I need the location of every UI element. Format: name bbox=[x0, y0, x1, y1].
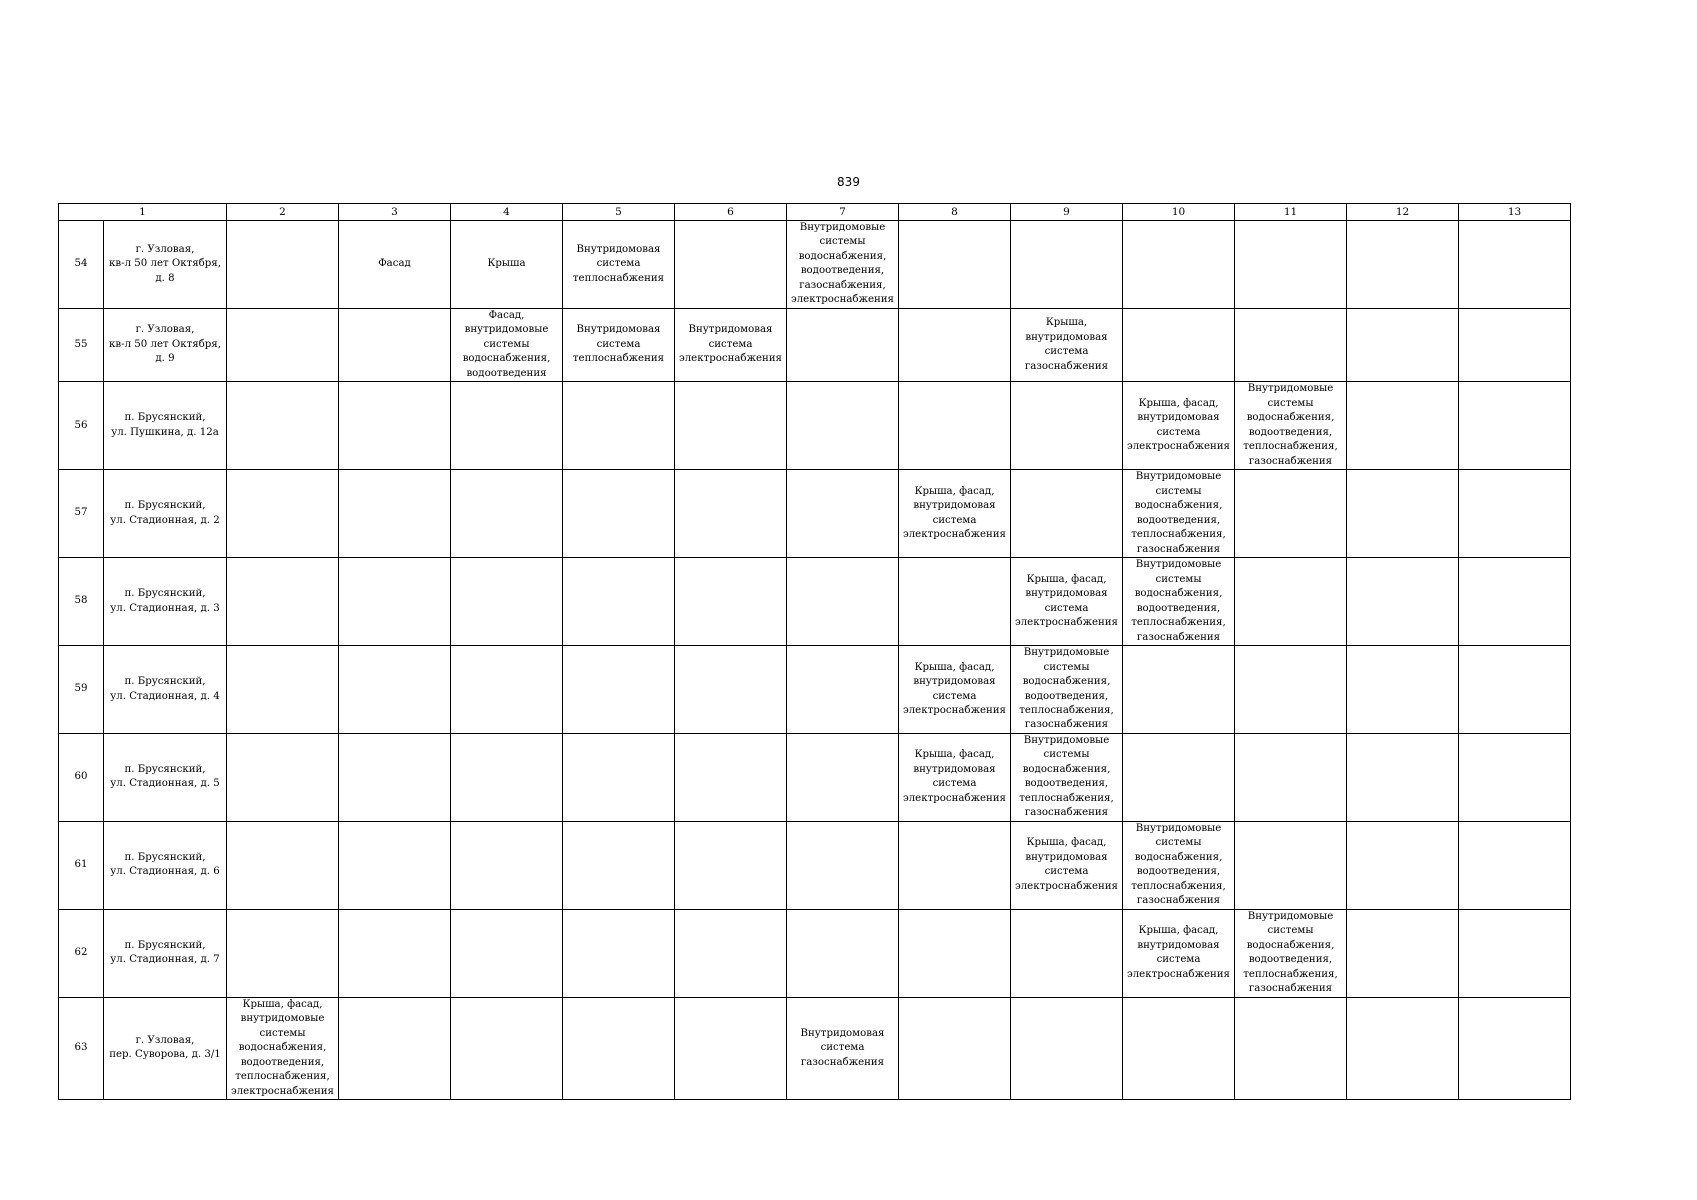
work-cell: Внутридомовые системы водоснабжения, водоотведения, теплоснабжения, газоснабжения bbox=[1123, 821, 1235, 909]
work-cell bbox=[227, 821, 339, 909]
row-number-cell: 57 bbox=[59, 470, 104, 558]
address-cell: п. Брусянский, ул. Пушкина, д. 12а bbox=[104, 382, 227, 470]
work-cell bbox=[1347, 821, 1459, 909]
header-cell: 10 bbox=[1123, 204, 1235, 221]
work-cell bbox=[1011, 382, 1123, 470]
work-cell bbox=[1235, 821, 1347, 909]
header-cell: 12 bbox=[1347, 204, 1459, 221]
work-cell bbox=[1123, 646, 1235, 734]
header-cell: 2 bbox=[227, 204, 339, 221]
address-cell: п. Брусянский, ул. Стадионная, д. 7 bbox=[104, 909, 227, 997]
work-cell bbox=[227, 646, 339, 734]
work-cell: Внутридомовые системы водоснабжения, водоотведения, теплоснабжения, газоснабжения bbox=[1235, 909, 1347, 997]
work-cell bbox=[563, 997, 675, 1099]
work-cell bbox=[675, 646, 787, 734]
row-number-cell: 56 bbox=[59, 382, 104, 470]
table-row bbox=[59, 909, 1571, 997]
work-cell bbox=[1235, 997, 1347, 1099]
work-cell bbox=[787, 382, 899, 470]
work-cell: Крыша, фасад, внутридомовая система электроснабжения bbox=[1011, 821, 1123, 909]
work-cell bbox=[339, 733, 451, 821]
work-cell bbox=[899, 308, 1011, 381]
row-number-cell: 61 bbox=[59, 821, 104, 909]
work-cell: Крыша, внутридомовая система газоснабжения bbox=[1011, 308, 1123, 381]
header-cell: 5 bbox=[563, 204, 675, 221]
work-cell bbox=[227, 733, 339, 821]
work-cell bbox=[1459, 221, 1571, 309]
work-cell bbox=[563, 558, 675, 646]
work-cell bbox=[451, 909, 563, 997]
header-cell: 8 bbox=[899, 204, 1011, 221]
work-cell bbox=[1347, 470, 1459, 558]
work-cell bbox=[1123, 733, 1235, 821]
address-cell: г. Узловая, пер. Суворова, д. 3/1 bbox=[104, 997, 227, 1099]
work-cell: Фасад, внутридомовые системы водоснабжения, водоотведения bbox=[451, 308, 563, 381]
work-cell bbox=[1235, 221, 1347, 309]
work-cell bbox=[339, 558, 451, 646]
work-cell bbox=[1459, 821, 1571, 909]
work-cell bbox=[1347, 909, 1459, 997]
work-cell: Крыша, фасад, внутридомовая система электроснабжения bbox=[899, 646, 1011, 734]
work-cell bbox=[899, 221, 1011, 309]
work-cell bbox=[451, 470, 563, 558]
work-cell: Внутридомовая система теплоснабжения bbox=[563, 308, 675, 381]
work-cell bbox=[899, 558, 1011, 646]
work-cell bbox=[1011, 909, 1123, 997]
work-cell bbox=[227, 221, 339, 309]
work-cell bbox=[787, 558, 899, 646]
work-cell bbox=[339, 909, 451, 997]
work-cell bbox=[1011, 470, 1123, 558]
work-cell bbox=[1123, 997, 1235, 1099]
work-cell bbox=[339, 646, 451, 734]
repair-schedule-table bbox=[58, 203, 1571, 1100]
header-cell: 13 bbox=[1459, 204, 1571, 221]
work-cell bbox=[227, 382, 339, 470]
work-cell bbox=[227, 909, 339, 997]
address-cell: п. Брусянский, ул. Стадионная, д. 6 bbox=[104, 821, 227, 909]
header-cell: 7 bbox=[787, 204, 899, 221]
work-cell bbox=[1459, 909, 1571, 997]
table-row bbox=[59, 997, 1571, 1099]
work-cell bbox=[563, 382, 675, 470]
work-cell bbox=[1123, 221, 1235, 309]
work-cell bbox=[675, 470, 787, 558]
work-cell bbox=[227, 558, 339, 646]
work-cell bbox=[1235, 308, 1347, 381]
work-cell bbox=[787, 821, 899, 909]
work-cell bbox=[563, 909, 675, 997]
work-cell bbox=[451, 382, 563, 470]
work-cell bbox=[787, 909, 899, 997]
row-number-cell: 54 bbox=[59, 221, 104, 309]
work-cell bbox=[675, 558, 787, 646]
header-cell: 1 bbox=[59, 204, 227, 221]
work-cell bbox=[1235, 558, 1347, 646]
row-number-cell: 60 bbox=[59, 733, 104, 821]
work-cell bbox=[339, 997, 451, 1099]
work-cell bbox=[1235, 470, 1347, 558]
header-row bbox=[59, 204, 1571, 221]
table-row bbox=[59, 382, 1571, 470]
work-cell: Крыша, фасад, внутридомовая система электроснабжения bbox=[1011, 558, 1123, 646]
work-cell bbox=[1347, 308, 1459, 381]
work-cell: Внутридомовая система электроснабжения bbox=[675, 308, 787, 381]
work-cell bbox=[675, 221, 787, 309]
work-cell bbox=[675, 382, 787, 470]
work-cell bbox=[1347, 221, 1459, 309]
row-number-cell: 62 bbox=[59, 909, 104, 997]
work-cell bbox=[1347, 997, 1459, 1099]
work-cell: Крыша, фасад, внутридомовая система электроснабжения bbox=[899, 470, 1011, 558]
work-cell bbox=[899, 909, 1011, 997]
work-cell bbox=[1459, 308, 1571, 381]
table-row bbox=[59, 221, 1571, 309]
work-cell bbox=[1459, 558, 1571, 646]
table-row bbox=[59, 558, 1571, 646]
work-cell: Внутридомовые системы водоснабжения, водоотведения, теплоснабжения, газоснабжения bbox=[1123, 558, 1235, 646]
work-cell bbox=[339, 821, 451, 909]
work-cell: Внутридомовые системы водоснабжения, водоотведения, газоснабжения, электроснабжения bbox=[787, 221, 899, 309]
table-row bbox=[59, 308, 1571, 381]
work-cell bbox=[675, 821, 787, 909]
row-number-cell: 58 bbox=[59, 558, 104, 646]
work-cell: Крыша bbox=[451, 221, 563, 309]
address-cell: п. Брусянский, ул. Стадионная, д. 3 bbox=[104, 558, 227, 646]
work-cell bbox=[675, 733, 787, 821]
work-cell bbox=[787, 308, 899, 381]
work-cell: Внутридомовые системы водоснабжения, водоотведения, теплоснабжения, газоснабжения bbox=[1235, 382, 1347, 470]
work-cell bbox=[675, 909, 787, 997]
row-number-cell: 55 bbox=[59, 308, 104, 381]
work-cell: Внутридомовые системы водоснабжения, водоотведения, теплоснабжения, газоснабжения bbox=[1011, 646, 1123, 734]
page-number: 839 bbox=[837, 175, 860, 189]
address-cell: п. Брусянский, ул. Стадионная, д. 4 bbox=[104, 646, 227, 734]
work-cell bbox=[1347, 558, 1459, 646]
work-cell: Крыша, фасад, внутридомовая система электроснабжения bbox=[1123, 909, 1235, 997]
work-cell: Крыша, фасад, внутридомовая система электроснабжения bbox=[899, 733, 1011, 821]
work-cell bbox=[451, 821, 563, 909]
work-cell bbox=[899, 997, 1011, 1099]
address-cell: г. Узловая, кв-л 50 лет Октября, д. 9 bbox=[104, 308, 227, 381]
work-cell bbox=[1123, 308, 1235, 381]
header-cell: 4 bbox=[451, 204, 563, 221]
work-cell bbox=[787, 646, 899, 734]
header-cell: 3 bbox=[339, 204, 451, 221]
work-cell bbox=[1347, 733, 1459, 821]
work-cell bbox=[227, 470, 339, 558]
header-cell: 6 bbox=[675, 204, 787, 221]
work-cell bbox=[339, 382, 451, 470]
work-cell bbox=[1347, 646, 1459, 734]
work-cell bbox=[339, 470, 451, 558]
work-cell: Внутридомовая система газоснабжения bbox=[787, 997, 899, 1099]
address-cell: п. Брусянский, ул. Стадионная, д. 5 bbox=[104, 733, 227, 821]
work-cell bbox=[563, 733, 675, 821]
work-cell bbox=[1459, 646, 1571, 734]
work-cell bbox=[451, 646, 563, 734]
work-cell bbox=[451, 997, 563, 1099]
work-cell bbox=[451, 558, 563, 646]
work-cell bbox=[1459, 997, 1571, 1099]
work-cell bbox=[1459, 382, 1571, 470]
header-cell: 11 bbox=[1235, 204, 1347, 221]
work-cell: Крыша, фасад, внутридомовые системы водоснабжения, водоотведения, теплоснабжения, электроснабжения bbox=[227, 997, 339, 1099]
address-cell: г. Узловая, кв-л 50 лет Октября, д. 8 bbox=[104, 221, 227, 309]
row-number-cell: 63 bbox=[59, 997, 104, 1099]
work-cell bbox=[227, 308, 339, 381]
work-cell bbox=[1235, 733, 1347, 821]
table-row bbox=[59, 821, 1571, 909]
work-cell bbox=[1459, 470, 1571, 558]
table-row bbox=[59, 470, 1571, 558]
work-cell bbox=[899, 382, 1011, 470]
work-cell bbox=[563, 646, 675, 734]
work-cell bbox=[675, 997, 787, 1099]
work-cell: Фасад bbox=[339, 221, 451, 309]
row-number-cell: 59 bbox=[59, 646, 104, 734]
work-cell bbox=[563, 821, 675, 909]
work-cell bbox=[1459, 733, 1571, 821]
work-cell: Крыша, фасад, внутридомовая система электроснабжения bbox=[1123, 382, 1235, 470]
work-cell bbox=[1235, 646, 1347, 734]
work-cell bbox=[339, 308, 451, 381]
work-cell: Внутридомовая система теплоснабжения bbox=[563, 221, 675, 309]
work-cell: Внутридомовые системы водоснабжения, водоотведения, теплоснабжения, газоснабжения bbox=[1123, 470, 1235, 558]
work-cell bbox=[787, 733, 899, 821]
work-cell bbox=[787, 470, 899, 558]
address-cell: п. Брусянский, ул. Стадионная, д. 2 bbox=[104, 470, 227, 558]
work-cell bbox=[1011, 221, 1123, 309]
work-cell bbox=[451, 733, 563, 821]
work-cell bbox=[1011, 997, 1123, 1099]
work-cell: Внутридомовые системы водоснабжения, водоотведения, теплоснабжения, газоснабжения bbox=[1011, 733, 1123, 821]
work-cell bbox=[563, 470, 675, 558]
table-row bbox=[59, 646, 1571, 734]
header-cell: 9 bbox=[1011, 204, 1123, 221]
work-cell bbox=[899, 821, 1011, 909]
work-cell bbox=[1347, 382, 1459, 470]
table-row bbox=[59, 733, 1571, 821]
